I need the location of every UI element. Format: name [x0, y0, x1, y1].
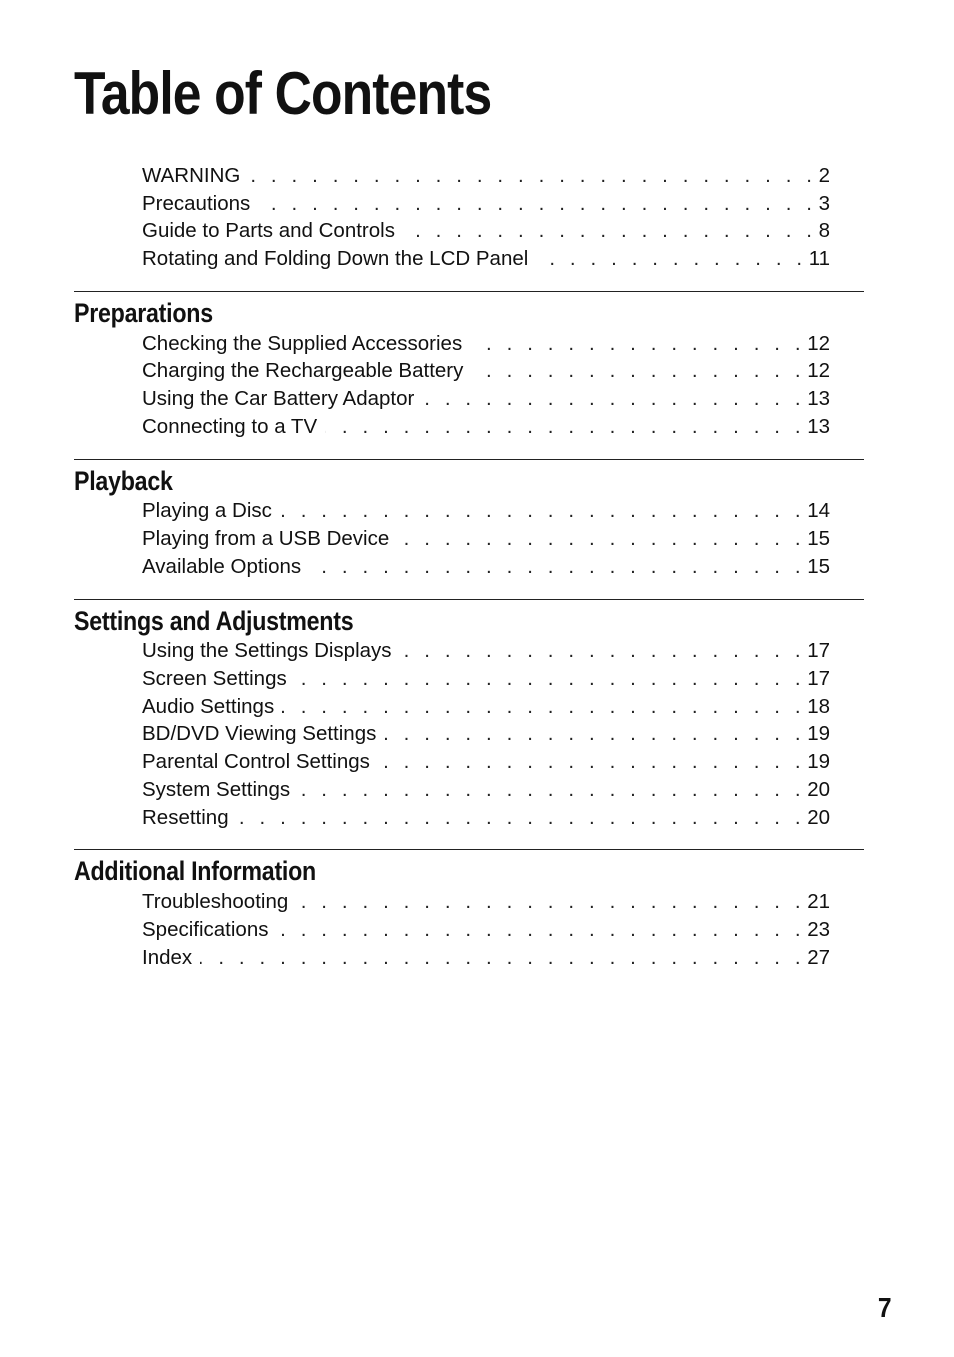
- entry-page-number: 19: [807, 722, 830, 746]
- toc-entry[interactable]: [142, 776, 830, 804]
- entry-page-number: 20: [807, 805, 830, 829]
- dot-leader: [248, 164, 816, 188]
- entry-page-number: 19: [807, 750, 830, 774]
- dot-leader: [282, 695, 805, 719]
- section-heading[interactable]: Settings and Adjustments: [74, 605, 354, 636]
- entry-page-number: 27: [807, 945, 830, 969]
- entry-title: Index: [142, 945, 193, 969]
- entry-page-number: 8: [818, 219, 830, 243]
- entry-title: Troubleshooting: [142, 890, 289, 914]
- entry-page-number: 21: [807, 890, 830, 914]
- entry-title: Using the Settings Displays: [142, 639, 392, 663]
- toc-entry-guide-to-parts[interactable]: [142, 217, 830, 245]
- section-settings-and-adjustments: [74, 599, 864, 832]
- toc-entry[interactable]: [142, 748, 830, 776]
- dot-leader: [309, 555, 805, 579]
- section-heading[interactable]: Preparations: [74, 297, 213, 328]
- section-heading[interactable]: Additional Information: [74, 856, 316, 887]
- entry-page-number: 23: [807, 917, 830, 941]
- entry-title: Guide to Parts and Controls: [142, 219, 395, 243]
- dot-leader: [400, 639, 806, 663]
- dot-leader: [471, 359, 805, 383]
- section-additional-information: [74, 849, 864, 971]
- entry-title: Using the Car Battery Adaptor: [142, 386, 415, 410]
- entry-title: BD/DVD Viewing Settings: [142, 722, 377, 746]
- toc-entry[interactable]: [142, 525, 830, 553]
- spacer: [0, 273, 954, 291]
- intro-entry-list: [0, 162, 954, 273]
- toc-entry[interactable]: [142, 888, 830, 916]
- entry-title: Precautions: [142, 191, 251, 215]
- toc-entry-rotating-lcd[interactable]: [142, 245, 830, 273]
- toc-entry[interactable]: [142, 413, 830, 441]
- page-title: Table of Contents: [74, 60, 492, 127]
- entry-title: Audio Settings: [142, 694, 275, 718]
- section-entry-list: [74, 330, 864, 441]
- entry-page-number: 14: [807, 499, 830, 523]
- spacer: [0, 581, 954, 599]
- entry-page-number: 13: [807, 414, 830, 438]
- dot-leader: [422, 387, 805, 411]
- dot-leader: [536, 247, 806, 271]
- entry-title: Parental Control Settings: [142, 750, 370, 774]
- toc-entry[interactable]: [142, 357, 830, 385]
- dot-leader: [295, 667, 805, 691]
- section-heading[interactable]: Playback: [74, 465, 173, 496]
- entry-title: Specifications: [142, 917, 269, 941]
- entry-title: Screen Settings: [142, 667, 287, 691]
- entry-page-number: 13: [807, 386, 830, 410]
- toc-entry[interactable]: [142, 638, 830, 666]
- table-of-contents: [0, 162, 954, 971]
- toc-entry[interactable]: [142, 385, 830, 413]
- toc-entry[interactable]: [142, 721, 830, 749]
- spacer: [0, 441, 954, 459]
- dot-leader: [296, 890, 805, 914]
- dot-leader: [237, 806, 806, 830]
- toc-entry[interactable]: [142, 498, 830, 526]
- toc-entry-warning[interactable]: [142, 162, 830, 190]
- entry-page-number: 12: [807, 359, 830, 383]
- toc-entry-precautions[interactable]: [142, 190, 830, 218]
- toc-entry[interactable]: [142, 665, 830, 693]
- entry-page-number: 12: [807, 331, 830, 355]
- dot-leader: [325, 415, 805, 439]
- entry-page-number: 11: [808, 246, 830, 270]
- entry-title: Resetting: [142, 805, 229, 829]
- entry-page-number: 15: [807, 527, 830, 551]
- dot-leader: [470, 332, 805, 356]
- entry-title: Connecting to a TV: [142, 414, 318, 438]
- dot-leader: [280, 499, 805, 523]
- toc-entry[interactable]: [142, 693, 830, 721]
- toc-entry[interactable]: [142, 330, 830, 358]
- section-entry-list: [74, 888, 864, 971]
- section-entry-list: [74, 498, 864, 581]
- entry-page-number: 17: [807, 667, 830, 691]
- dot-leader: [384, 722, 805, 746]
- entry-title: Available Options: [142, 554, 302, 578]
- entry-title: WARNING: [142, 163, 241, 187]
- entry-page-number: 17: [807, 639, 830, 663]
- toc-entry[interactable]: [142, 804, 830, 832]
- dot-leader: [200, 946, 805, 970]
- dot-leader: [403, 219, 817, 243]
- entry-page-number: 18: [807, 694, 830, 718]
- entry-page-number: 20: [807, 777, 830, 801]
- spacer: [0, 831, 954, 849]
- entry-title: Checking the Supplied Accessories: [142, 331, 463, 355]
- dot-leader: [276, 918, 805, 942]
- section-playback: [74, 459, 864, 581]
- entry-page-number: 3: [818, 191, 830, 215]
- section-entry-list: [74, 638, 864, 832]
- dot-leader: [298, 778, 805, 802]
- dot-leader: [258, 192, 816, 216]
- entry-title: Playing from a USB Device: [142, 527, 390, 551]
- section-preparations: [74, 291, 864, 441]
- entry-page-number: 15: [807, 554, 830, 578]
- dot-leader: [378, 750, 805, 774]
- entry-title: Rotating and Folding Down the LCD Panel: [142, 246, 529, 270]
- toc-entry[interactable]: [142, 553, 830, 581]
- toc-entry[interactable]: [142, 944, 830, 972]
- dot-leader: [397, 527, 805, 551]
- entry-title: System Settings: [142, 777, 291, 801]
- entry-title: Playing a Disc: [142, 499, 272, 523]
- page-number: 7: [878, 1292, 892, 1323]
- toc-entry[interactable]: [142, 916, 830, 944]
- entry-title: Charging the Rechargeable Battery: [142, 359, 464, 383]
- entry-page-number: 2: [818, 163, 830, 187]
